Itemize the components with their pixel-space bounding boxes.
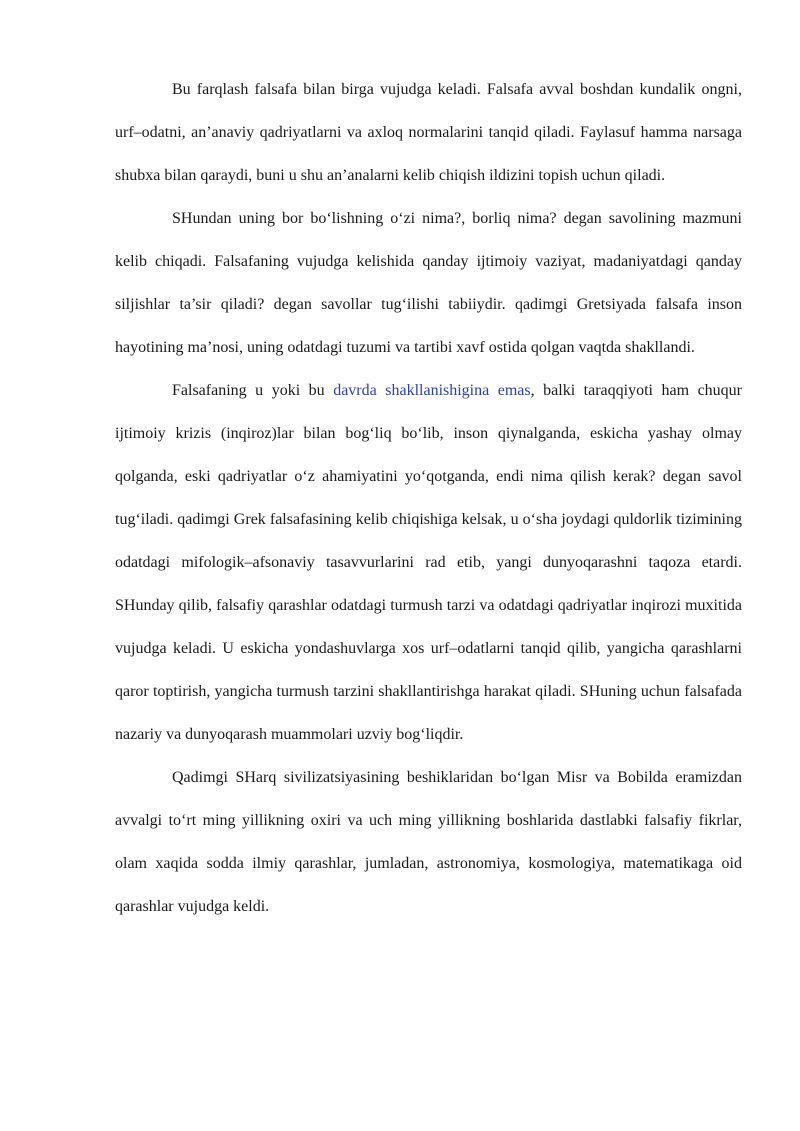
paragraph-4: Qadimgi SHarq sivilizatsiyasining beshiklaridan bo‘lgan Misr va Bobilda eramizdan avvalgi to‘rt ming yillikning oxiri va uch ming yillikning boshlarida dastlabki falsafiy fikrlar, olam xaqida sodda ilmiy qarashlar, jumladan, astronomiya, kosmologiya, matematikaga oid qarashlar vujudga keldi. [115, 769, 742, 915]
paragraph-3 [115, 369, 742, 756]
inline-link[interactable]: davrda shakllanishigina emas [333, 382, 531, 399]
paragraph-1: Bu farqlash falsafa bilan birga vujudga keladi. Falsafa avval boshdan kundalik ongni, urf–odatni, an’anaviy qadriyatlarni va axloq normalarini tanqid qiladi. Faylasuf hamma narsaga shubxa bilan qaraydi, buni u shu an’analarni kelib chiqish ildizini topish uchun qiladi. [115, 81, 742, 184]
paragraph-3-before-link: Falsafaning u yoki bu [172, 382, 334, 399]
document-page [115, 68, 742, 928]
paragraph-3-after-link: , balki taraqqiyoti ham chuqur ijtimoiy krizis (inqiroz)lar bilan bog‘liq bo‘lib, inson qiynalganda, eskicha yashay olmay qolganda, eski qadriyatlar o‘z ahamiyatini yo‘qotganda, endi nima qilish kerak? degan savol tug‘iladi. qadimgi Grek falsafasining kelib chiqishiga kelsak, u o‘sha joydagi quldorlik tizimining odatdagi mifologik–afsonaviy tasavvurlarini rad etib, yangi dunyoqarashni taqoza etardi. SHunday qilib, falsafiy qarashlar odatdagi turmush tarzi va odatdagi qadriyatlar inqirozi muxitida vujudga keladi. U eskicha yondashuvlarga xos urf–odatlarni tanqid qilib, yangicha qarashlarni qaror toptirish, yangicha turmush tarzini shakllantirishga harakat qiladi. SHuning uchun falsafada nazariy va dunyoqarash muammolari uzviy bog‘liqdir. [115, 382, 742, 743]
paragraph-2: SHundan uning bor bo‘lishning o‘zi nima?, borliq nima? degan savolining mazmuni kelib chiqadi. Falsafaning vujudga kelishida qanday ijtimoiy vaziyat, madaniyatdagi qanday siljishlar ta’sir qiladi? degan savollar tug‘ilishi tabiiydir. qadimgi Gretsiyada falsafa inson hayotining ma’nosi, uning odatdagi tuzumi va tartibi xavf ostida qolgan vaqtda shakllandi. [115, 210, 742, 356]
